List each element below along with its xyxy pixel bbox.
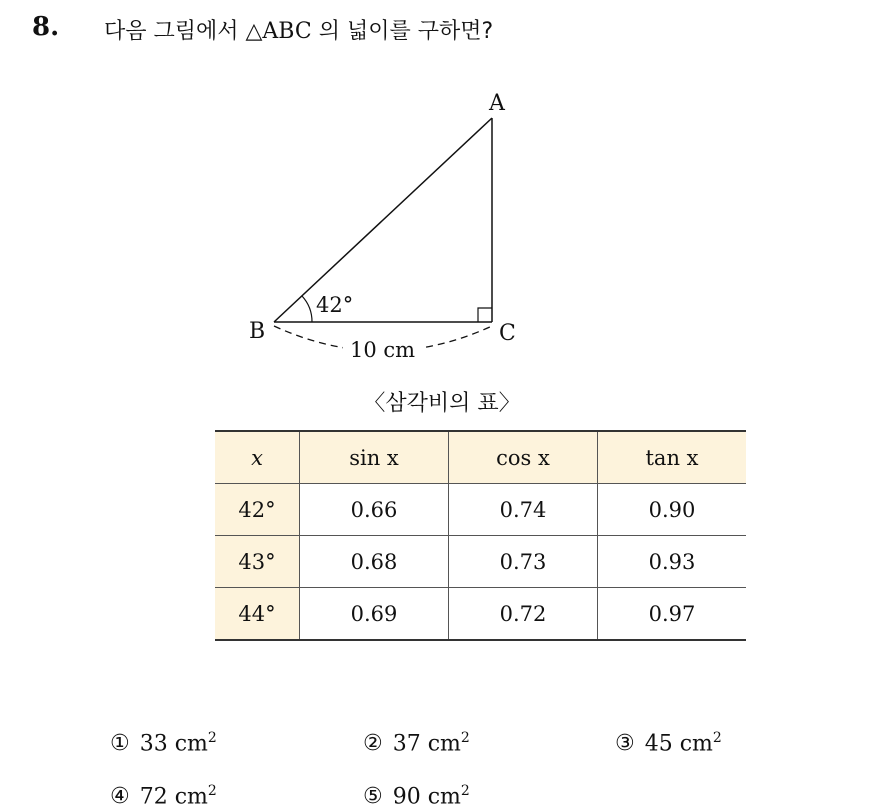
choice-2[interactable]: ② 37 $cm^2$ <box>363 730 470 757</box>
table-header-row <box>215 431 746 484</box>
header-x: x <box>215 431 300 484</box>
right-angle-mark <box>478 308 492 322</box>
angle-arc <box>302 296 312 322</box>
table-caption: 〈삼각비의 표〉 <box>363 391 521 416</box>
triangle-name: ABC <box>262 19 312 44</box>
cell-sin: 0.68 <box>300 536 449 588</box>
table-row <box>215 588 746 641</box>
header-tan: tan x <box>598 431 747 484</box>
cell-cos: 0.72 <box>449 588 598 641</box>
table-row <box>215 484 746 536</box>
vertex-c-label: C <box>499 321 516 346</box>
triangle-figure <box>0 0 884 380</box>
triangle-symbol: △ <box>245 19 263 44</box>
trig-table <box>215 430 746 641</box>
vertex-b-label: B <box>249 319 266 344</box>
choice-3[interactable]: ③ 45 $cm^2$ <box>615 730 722 757</box>
cell-sin: 0.66 <box>300 484 449 536</box>
cell-sin: 0.69 <box>300 588 449 641</box>
cell-cos: 0.73 <box>449 536 598 588</box>
question-number: 8. <box>32 12 60 42</box>
side-ab <box>274 118 492 322</box>
vertex-a-label: A <box>489 91 505 116</box>
cell-angle: 43° <box>215 536 300 588</box>
angle-label: 42° <box>316 293 354 317</box>
cell-angle: 44° <box>215 588 300 641</box>
choice-1[interactable]: ① 33 $cm^2$ <box>110 730 217 757</box>
table-row <box>215 536 746 588</box>
cell-tan: 0.97 <box>598 588 747 641</box>
cell-angle: 42° <box>215 484 300 536</box>
question-text-before: 다음 그림에서 <box>104 19 246 44</box>
cell-tan: 0.93 <box>598 536 747 588</box>
choice-5[interactable]: ⑤ 90 $cm^2$ <box>363 783 470 810</box>
cell-cos: 0.74 <box>449 484 598 536</box>
cell-tan: 0.90 <box>598 484 747 536</box>
choice-4[interactable]: ④ 72 $cm^2$ <box>110 783 217 810</box>
header-sin: sin x <box>300 431 449 484</box>
header-cos: cos x <box>449 431 598 484</box>
base-length-label: 10 cm <box>350 338 416 362</box>
question-text-after: 의 넓이를 구하면? <box>311 19 494 44</box>
